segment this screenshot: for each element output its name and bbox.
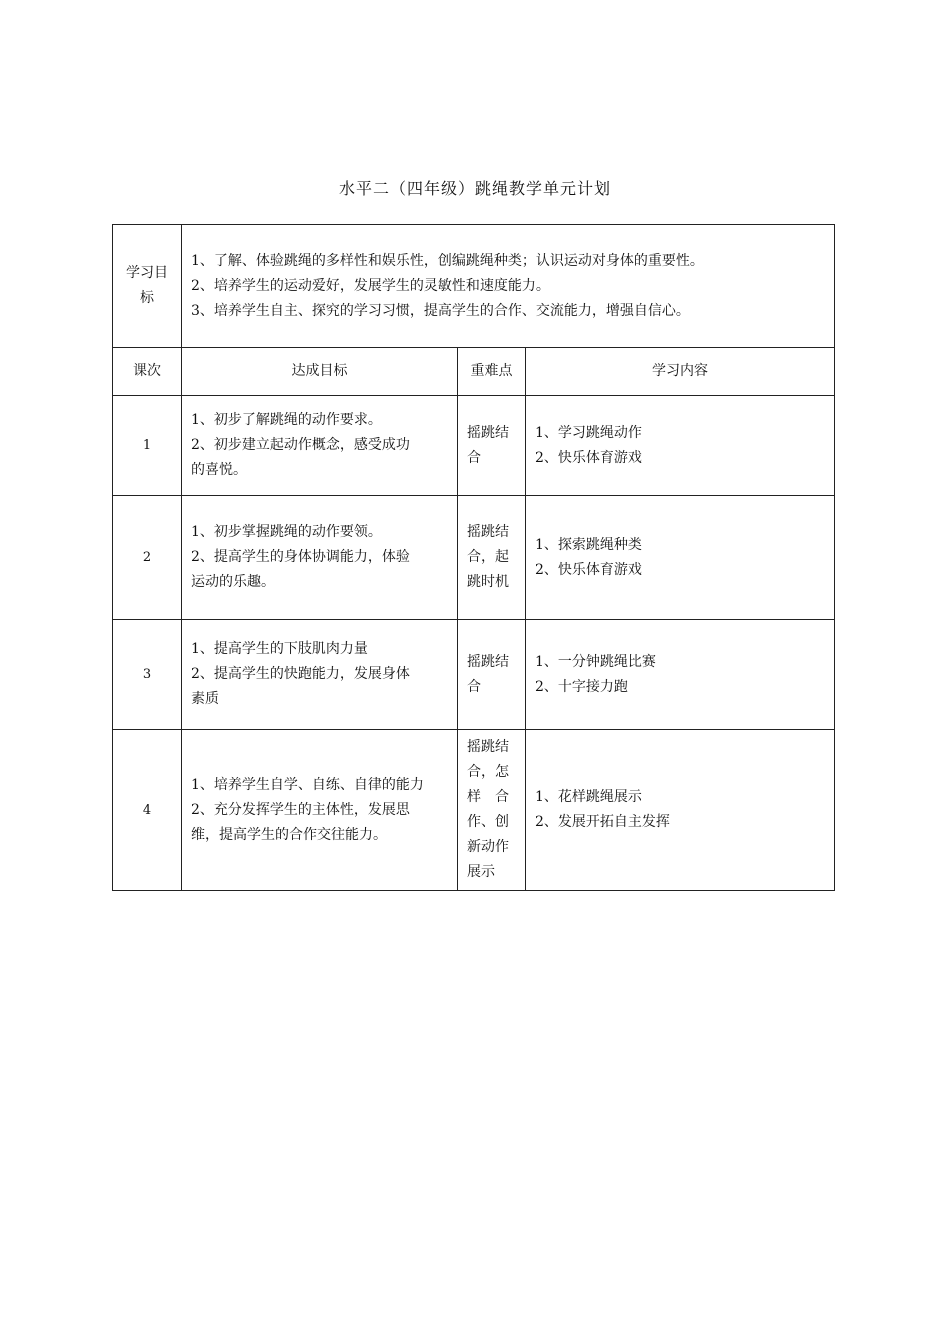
goal-line: 素质 <box>191 691 219 707</box>
lesson-row <box>113 730 835 891</box>
lesson-content-cell <box>526 620 835 730</box>
content-line: 2、发展开拓自主发挥 <box>535 814 670 830</box>
objective-item: 1、了解、体验跳绳的多样性和娱乐性，创编跳绳种类；认识运动对身体的重要性。 <box>191 252 704 269</box>
goal-line: 2、初步建立起动作概念，感受成功 <box>191 437 410 453</box>
lesson-key-cell <box>458 730 526 891</box>
header-goal: 达成目标 <box>182 348 458 396</box>
lesson-content-cell <box>526 730 835 891</box>
lesson-number: 4 <box>113 730 182 891</box>
key-line: 新动作 <box>467 839 509 855</box>
goal-line: 2、提高学生的身体协调能力，体验 <box>191 549 410 565</box>
key-line: 摇跳结 <box>467 739 509 755</box>
lesson-content-cell <box>526 496 835 620</box>
lesson-key-cell <box>458 396 526 496</box>
content-line: 1、探索跳绳种类 <box>535 536 642 553</box>
goal-line: 的喜悦。 <box>191 462 247 478</box>
objective-item: 2、培养学生的运动爱好，发展学生的灵敏性和速度能力。 <box>191 277 550 294</box>
key-line: 合，起 <box>467 549 509 565</box>
header-key-points: 重难点 <box>458 348 526 396</box>
key-line: 合 <box>467 449 481 466</box>
key-line: 合，怎 <box>467 764 509 780</box>
lesson-goal-cell <box>182 730 458 891</box>
header-content: 学习内容 <box>526 348 835 396</box>
objectives-row <box>113 225 835 348</box>
key-line: 样 合 <box>467 789 509 805</box>
key-line: 摇跳结 <box>467 424 509 441</box>
key-line: 摇跳结 <box>467 653 509 670</box>
page-title: 水平二（四年级）跳绳教学单元计划 <box>338 179 611 198</box>
objective-item: 3、培养学生自主、探究的学习习惯，提高学生的合作、交流能力，增强自信心。 <box>191 302 690 319</box>
lesson-goal-cell <box>182 396 458 496</box>
lesson-key-cell <box>458 496 526 620</box>
key-line: 摇跳结 <box>467 524 509 540</box>
goal-line: 1、提高学生的下肢肌肉力量 <box>191 641 368 657</box>
goal-line: 运动的乐趣。 <box>191 574 275 590</box>
lesson-row <box>113 620 835 730</box>
lesson-content-cell <box>526 396 835 496</box>
objectives-list-cell <box>182 225 835 348</box>
objectives-label-cell <box>113 225 182 348</box>
key-line: 合 <box>467 678 481 695</box>
lesson-row <box>113 396 835 496</box>
content-line: 1、一分钟跳绳比赛 <box>535 653 656 670</box>
goal-line: 维，提高学生的合作交往能力。 <box>191 826 387 843</box>
goal-line: 1、培养学生自学、自练、自律的能力 <box>191 776 424 793</box>
objectives-label-line: 学习目 <box>126 265 168 281</box>
content-line: 1、学习跳绳动作 <box>535 424 642 441</box>
goal-line: 1、初步掌握跳绳的动作要领。 <box>191 524 382 540</box>
content-line: 2、快乐体育游戏 <box>535 561 642 578</box>
objectives-label-line: 标 <box>140 290 154 306</box>
content-line: 2、十字接力跑 <box>535 678 628 695</box>
header-lesson: 课次 <box>113 348 182 396</box>
goal-line: 2、提高学生的快跑能力，发展身体 <box>191 666 410 682</box>
key-line: 展示 <box>467 864 495 880</box>
lesson-number: 2 <box>113 496 182 620</box>
key-line: 作、创 <box>467 814 509 830</box>
lesson-goal-cell <box>182 620 458 730</box>
unit-plan-table <box>112 224 835 891</box>
lesson-row <box>113 496 835 620</box>
header-row <box>113 348 835 396</box>
lesson-number: 3 <box>113 620 182 730</box>
goal-line: 1、初步了解跳绳的动作要求。 <box>191 412 382 428</box>
content-line: 2、快乐体育游戏 <box>535 449 642 466</box>
lesson-key-cell <box>458 620 526 730</box>
lesson-goal-cell <box>182 496 458 620</box>
goal-line: 2、充分发挥学生的主体性，发展思 <box>191 801 410 818</box>
key-line: 跳时机 <box>467 574 509 590</box>
lesson-number: 1 <box>113 396 182 496</box>
content-line: 1、花样跳绳展示 <box>535 789 642 805</box>
